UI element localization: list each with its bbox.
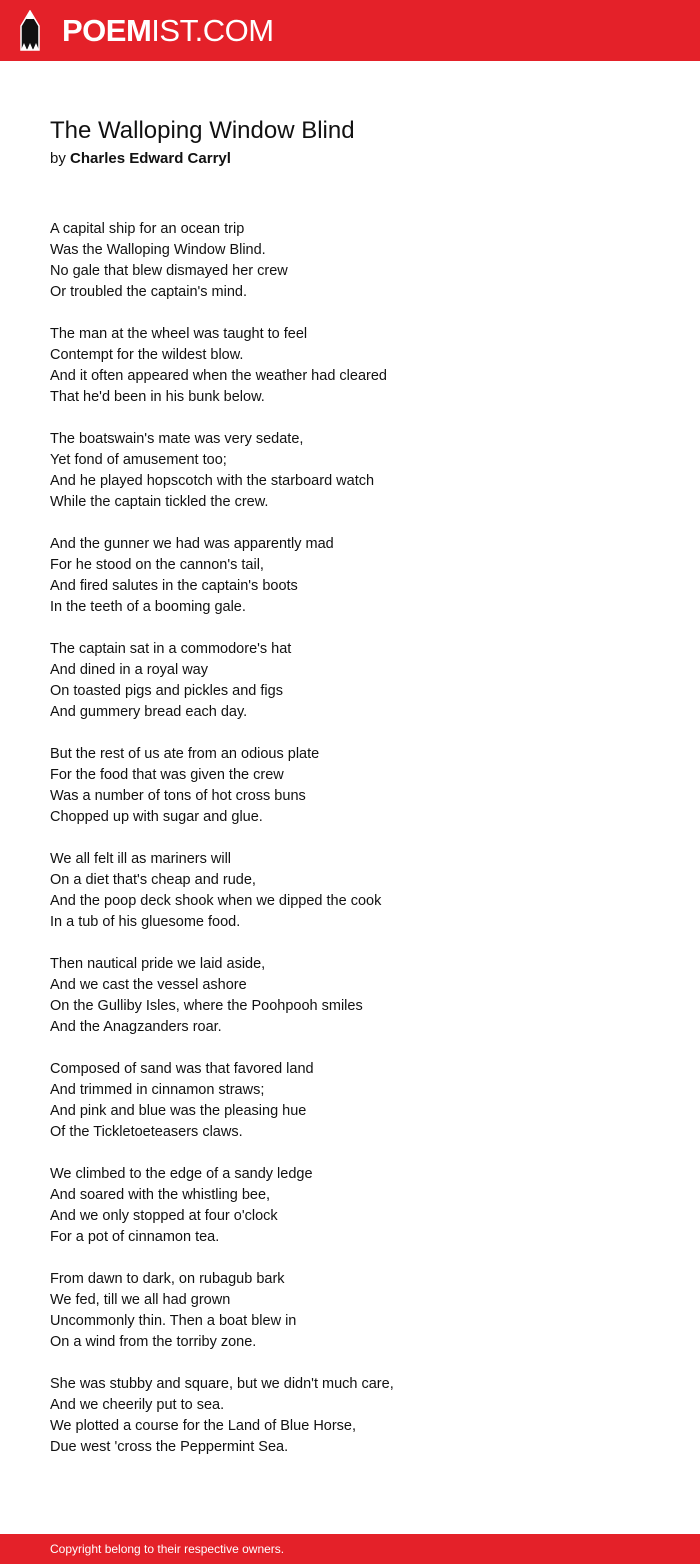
poem-line: And dined in a royal way [50,662,208,678]
poem-line: While the captain tickled the crew. [50,494,269,510]
poem-line: Composed of sand was that favored land [50,1061,314,1077]
poem-line: And we cast the vessel ashore [50,977,247,993]
poem-line: The captain sat in a commodore's hat [50,641,292,657]
poem-line: A capital ship for an ocean trip [50,221,245,237]
poem-line: Was a number of tons of hot cross buns [50,788,306,804]
poem-line: Contempt for the wildest blow. [50,347,244,363]
poem-line: For a pot of cinnamon tea. [50,1229,220,1245]
by-label: by [50,150,66,167]
logo-text-bold: POEM [62,13,152,48]
poem-line: Due west 'cross the Peppermint Sea. [50,1439,289,1455]
stanza [50,219,650,303]
stanza [50,1374,650,1458]
poem-line: On toasted pigs and pickles and figs [50,683,283,699]
poem-line: We climbed to the edge of a sandy ledge [50,1166,313,1182]
poem-line: No gale that blew dismayed her crew [50,263,288,279]
poem-line: Yet fond of amusement too; [50,452,227,468]
poem-author: Charles Edward Carryl [70,150,231,167]
site-logo[interactable] [62,12,274,50]
poem-line: Of the Tickletoeteasers claws. [50,1124,243,1140]
stanza [50,1059,650,1143]
poem-line: In the teeth of a booming gale. [50,599,246,615]
poem-line: Then nautical pride we laid aside, [50,956,266,972]
poem-line: On a wind from the torriby zone. [50,1334,257,1350]
stanza [50,324,650,408]
poem-line: And the poop deck shook when we dipped the cook [50,893,382,909]
poem-line: And the gunner we had was apparently mad [50,536,334,552]
poem-line: From dawn to dark, on rubagub bark [50,1271,285,1287]
stanza [50,744,650,828]
poem-line: And he played hopscotch with the starboard watch [50,473,375,489]
stanza [50,534,650,618]
poem-line: On a diet that's cheap and rude, [50,872,256,888]
stanza [50,1269,650,1353]
poem-line: And pink and blue was the pleasing hue [50,1103,307,1119]
poem-line: The boatswain's mate was very sedate, [50,431,304,447]
poem-line: She was stubby and square, but we didn't much care, [50,1376,394,1392]
poem-body [50,219,650,1479]
stanza [50,429,650,513]
poem-line: And gummery bread each day. [50,704,248,720]
poem-title: The Walloping Window Blind [50,117,355,144]
poem-byline [50,149,231,169]
poem-line: For he stood on the cannon's tail, [50,557,264,573]
poem-line: We fed, till we all had grown [50,1292,231,1308]
poem-line: We plotted a course for the Land of Blue Horse, [50,1418,357,1434]
poem-line: And fired salutes in the captain's boots [50,578,298,594]
poem-line: Uncommonly thin. Then a boat blew in [50,1313,297,1329]
site-footer [0,1534,700,1564]
poem-line: The man at the wheel was taught to feel [50,326,308,342]
logo-text-light: IST.COM [151,13,274,48]
poem-line: Or troubled the captain's mind. [50,284,248,300]
stanza [50,1164,650,1248]
poem-line: Chopped up with sugar and glue. [50,809,263,825]
poem-line: But the rest of us ate from an odious plate [50,746,320,762]
stanza [50,954,650,1038]
poem-line: That he'd been in his bunk below. [50,389,265,405]
poem-line: Was the Walloping Window Blind. [50,242,266,258]
poem-line: And soared with the whistling bee, [50,1187,271,1203]
poem-line: For the food that was given the crew [50,767,284,783]
poem-line: And the Anagzanders roar. [50,1019,222,1035]
copyright-notice: Copyright belong to their respective owners. [50,1542,285,1556]
poem-line: In a tub of his gluesome food. [50,914,241,930]
poem-line: And we cheerily put to sea. [50,1397,225,1413]
poem-line: And we only stopped at four o'clock [50,1208,278,1224]
poem-line: We all felt ill as mariners will [50,851,232,867]
poem-line: And trimmed in cinnamon straws; [50,1082,265,1098]
stanza [50,849,650,933]
poem-line: On the Gulliby Isles, where the Poohpooh smiles [50,998,363,1014]
pencil-icon[interactable] [18,10,42,52]
site-header [0,0,700,61]
poem-line: And it often appeared when the weather had cleared [50,368,387,384]
stanza [50,639,650,723]
